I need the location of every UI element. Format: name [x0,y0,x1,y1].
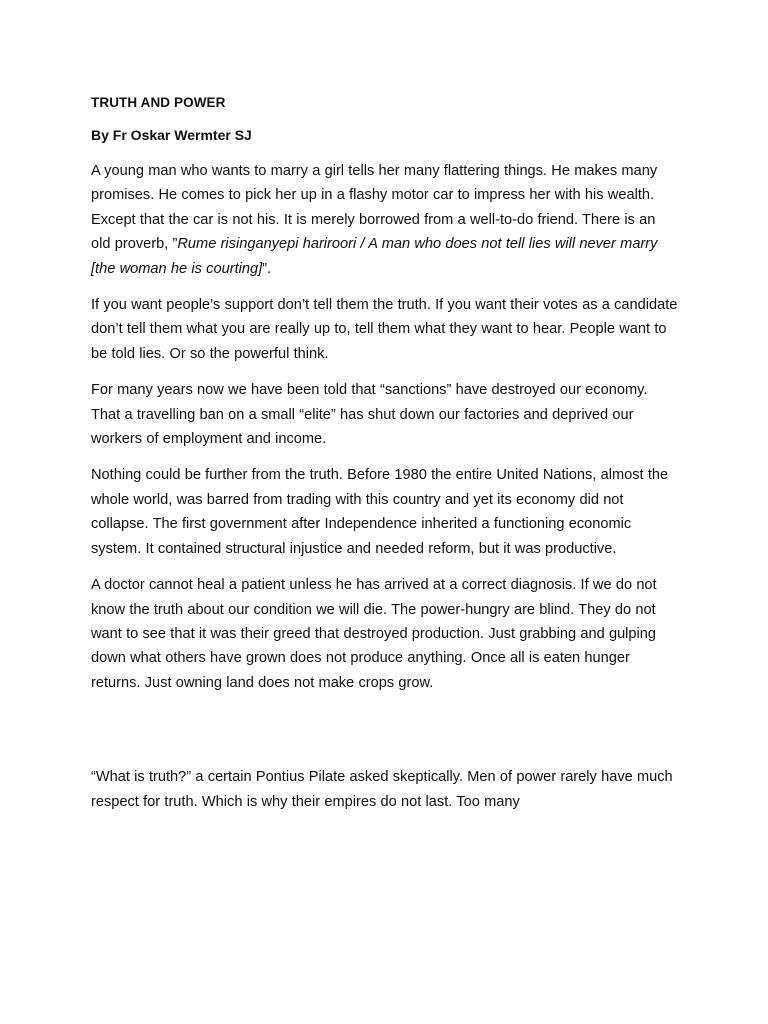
proverb-quote: Rume risinganyepi hariroori / A man who does not tell lies will never marry [the woman he is courting] [91,236,658,277]
paragraph-5: A doctor cannot heal a patient unless he has arrived at a correct diagnosis. If we do not know the truth about our condition we will die. The power-hungry are blind. They do not want to see that it was their greed that destroyed production. Just grabbing and gulping down what others have grown does not produce anything. Once all is eaten hunger returns. Just owning land does not make crops grow. [91,577,657,691]
paragraph-4: Nothing could be further from the truth. Before 1980 the entire United Nations, almost the whole world, was barred from trading with this country and yet its economy did not collapse. The first government after Independence inherited a functioning economic system. It contained structural injustice and needed reform, but it was productive. [91,467,669,557]
document-byline: By Fr Oskar Wermter SJ [91,127,252,143]
blank-space [91,707,678,765]
paragraph-1-end: ”. [262,260,272,277]
paragraph-1-text: A young man who wants to marry a girl tells her many flattering things. He makes many promises. He comes to pick her up in a flashy motor car to impress her with his wealth. Except that the car is not his. It is merely borrowed from a well-to-do friend. There is an old proverb, ” [91,163,658,253]
paragraph-3: For many years now we have been told that “sanctions” have destroyed our economy. That a travelling ban on a small “elite” has shut down our factories and deprived our workers of employment and income. [91,382,648,448]
paragraph-2: If you want people’s support don’t tell them the truth. If you want their votes as a candidate don’t tell them what you are really up to, tell them what they want to hear. People want to be told lies. Or so the powerful think. [91,297,678,362]
paragraph-6: “What is truth?” a certain Pontius Pilate asked skeptically. Men of power rarely have much respect for truth. Which is why their empires do not last. Too many [91,769,673,810]
paragraph-1 [91,159,678,281]
document-title: TRUTH AND POWER [91,95,226,110]
